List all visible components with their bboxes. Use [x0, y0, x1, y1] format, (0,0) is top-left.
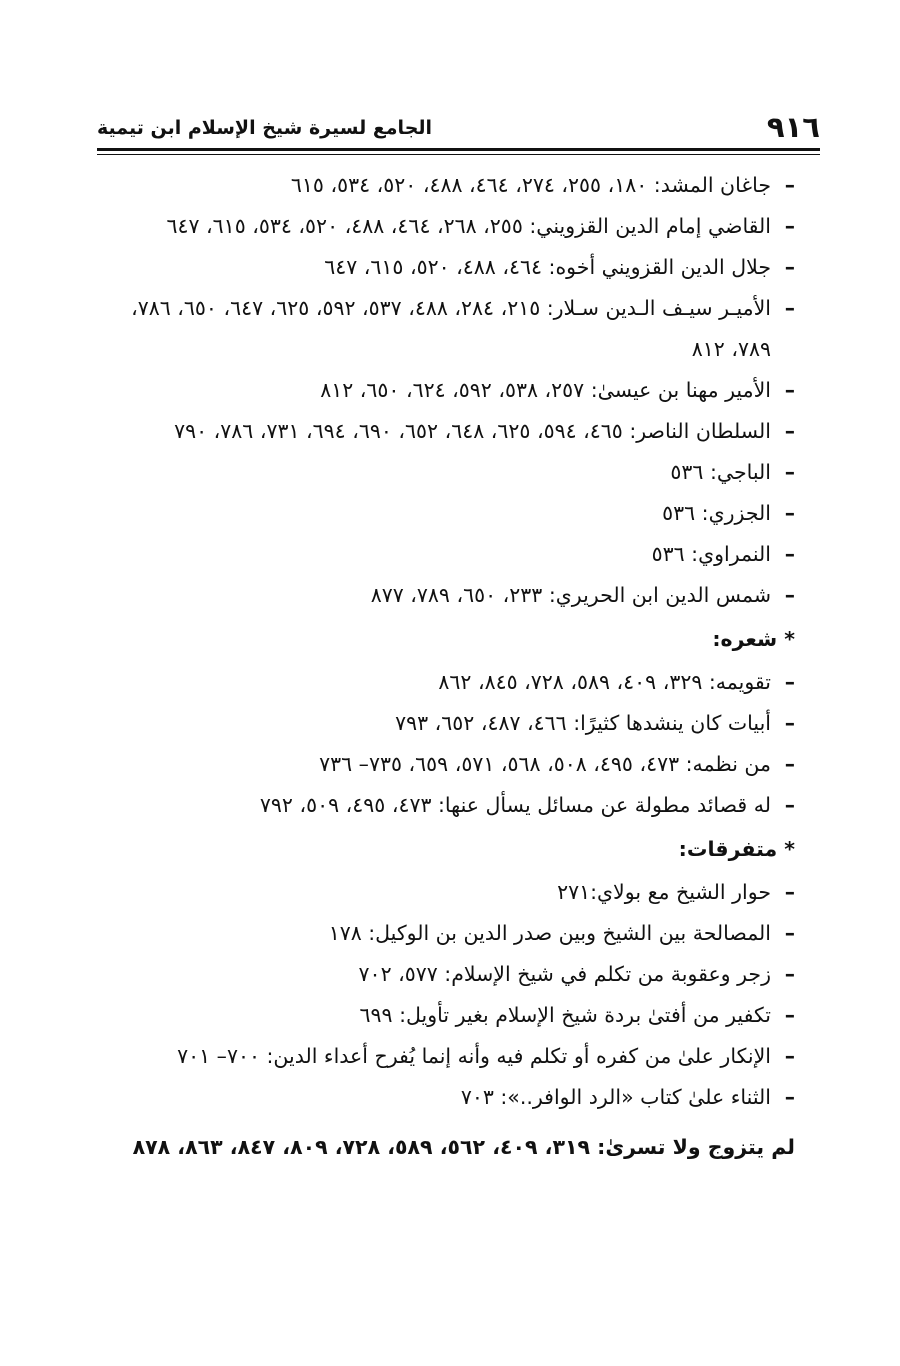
entry-dash: – — [784, 419, 795, 443]
entry-dash: – — [784, 1044, 795, 1068]
entry-text: شمس الدين ابن الحريري: ٢٣٣، ٦٥٠، ٧٨٩، ٨٧٧ — [370, 583, 771, 607]
header-rule-thin — [97, 154, 820, 155]
index-entry — [95, 744, 795, 785]
entry-text: أبيات كان ينشدها كثيرًا: ٤٦٦، ٤٨٧، ٦٥٢، ٧٩٣ — [395, 711, 771, 735]
entry-text: القاضي إمام الدين القزويني: ٢٥٥، ٢٦٨، ٤٦٤، ٤٨٨، ٥٢٠، ٥٣٤، ٦١٥، ٦٤٧ — [166, 214, 771, 238]
index-entry — [95, 493, 795, 534]
entry-text: الباجي: ٥٣٦ — [670, 460, 771, 484]
index-entry — [95, 1036, 795, 1077]
page-header — [97, 108, 820, 148]
entry-text: تقويمه: ٣٢٩، ٤٠٩، ٥٨٩، ٧٢٨، ٨٤٥، ٨٦٢ — [438, 670, 771, 694]
index-entry — [95, 995, 795, 1036]
entry-text: المصالحة بين الشيخ وبين صدر الدين بن الوكيل: ١٧٨ — [328, 921, 771, 945]
entry-text: جلال الدين القزويني أخوه: ٤٦٤، ٤٨٨، ٥٢٠، ٦١٥، ٦٤٧ — [324, 255, 771, 279]
index-entry — [95, 703, 795, 744]
final-entry: لم يتزوج ولا تسرىٰ: ٣١٩، ٤٠٩، ٥٦٢، ٥٨٩، ٧٢٨، ٨٠٩، ٨٤٧، ٨٦٣، ٨٧٨ — [132, 1135, 795, 1159]
entry-text: الأميـر سيـف الـدين سـلار: ٢١٥، ٢٨٤، ٤٨٨، ٥٣٧، ٥٩٢، ٦٢٥، ٦٤٧، ٦٥٠، ٧٨٦، ٧٨٩، ٨١٢ — [131, 296, 771, 361]
entry-dash: – — [784, 583, 795, 607]
entry-dash: – — [784, 173, 795, 197]
index-entry — [95, 785, 795, 826]
entry-text: له قصائد مطولة عن مسائل يسأل عنها: ٤٧٣، ٤٩٥، ٥٠٩، ٧٩٢ — [259, 793, 771, 817]
entry-text: الجزري: ٥٣٦ — [662, 501, 771, 525]
entry-dash: – — [784, 214, 795, 238]
entry-dash: – — [784, 501, 795, 525]
header-rule-thick — [97, 148, 820, 151]
index-entry — [95, 411, 795, 452]
index-entry — [95, 534, 795, 575]
index-entry — [95, 913, 795, 954]
index-entry — [95, 247, 795, 288]
index-entry — [95, 872, 795, 913]
index-content — [95, 165, 795, 1172]
index-entry — [95, 662, 795, 703]
entry-text: السلطان الناصر: ٤٦٥، ٥٩٤، ٦٢٥، ٦٤٨، ٦٥٢، ٦٩٠، ٦٩٤، ٧٣١، ٧٨٦، ٧٩٠ — [174, 419, 771, 443]
entry-dash: – — [784, 711, 795, 735]
entry-dash: – — [784, 255, 795, 279]
entry-dash: – — [784, 542, 795, 566]
entry-dash: – — [784, 296, 795, 320]
page-number: ٩١٦ — [766, 110, 820, 144]
section-heading-misc: * متفرقات: — [678, 837, 795, 861]
index-entry — [95, 370, 795, 411]
entry-text: الأمير مهنا بن عيسىٰ: ٢٥٧، ٥٣٨، ٥٩٢، ٦٢٤، ٦٥٠، ٨١٢ — [320, 378, 771, 402]
index-entry — [95, 452, 795, 493]
entry-text: جاغان المشد: ١٨٠، ٢٥٥، ٢٧٤، ٤٦٤، ٤٨٨، ٥٢٠، ٥٣٤، ٦١٥ — [290, 173, 771, 197]
entry-dash: – — [784, 1085, 795, 1109]
index-entry — [95, 575, 795, 616]
entry-text: النمراوي: ٥٣٦ — [651, 542, 771, 566]
entry-text: زجر وعقوبة من تكلم في شيخ الإسلام: ٥٧٧، ٧٠٢ — [358, 962, 771, 986]
index-entry — [95, 206, 795, 247]
entry-text: الثناء علىٰ كتاب «الرد الوافر..»: ٧٠٣ — [460, 1085, 771, 1109]
entry-dash: – — [784, 1003, 795, 1027]
entry-dash: – — [784, 670, 795, 694]
index-entry — [95, 288, 795, 370]
entry-text: من نظمه: ٤٧٣، ٤٩٥، ٥٠٨، ٥٦٨، ٥٧١، ٦٥٩، ٧٣٥– ٧٣٦ — [319, 752, 771, 776]
index-entry — [95, 954, 795, 995]
entry-dash: – — [784, 880, 795, 904]
entry-text: الإنكار علىٰ من كفره أو تكلم فيه وأنه إنما يُفرح أعداء الدين: ٧٠٠– ٧٠١ — [177, 1044, 771, 1068]
section-heading-poetry: * شعره: — [712, 627, 795, 651]
entry-dash: – — [784, 962, 795, 986]
entry-text: تكفير من أفتىٰ بردة شيخ الإسلام بغير تأويل: ٦٩٩ — [359, 1003, 771, 1027]
index-entry — [95, 1077, 795, 1118]
entry-text: حوار الشيخ مع بولاي:٢٧١ — [557, 880, 771, 904]
entry-dash: – — [784, 752, 795, 776]
entry-dash: – — [784, 921, 795, 945]
entry-dash: – — [784, 793, 795, 817]
entry-dash: – — [784, 378, 795, 402]
index-entry — [95, 165, 795, 206]
entry-dash: – — [784, 460, 795, 484]
running-title: الجامع لسيرة شيخ الإسلام ابن تيمية — [97, 117, 433, 139]
